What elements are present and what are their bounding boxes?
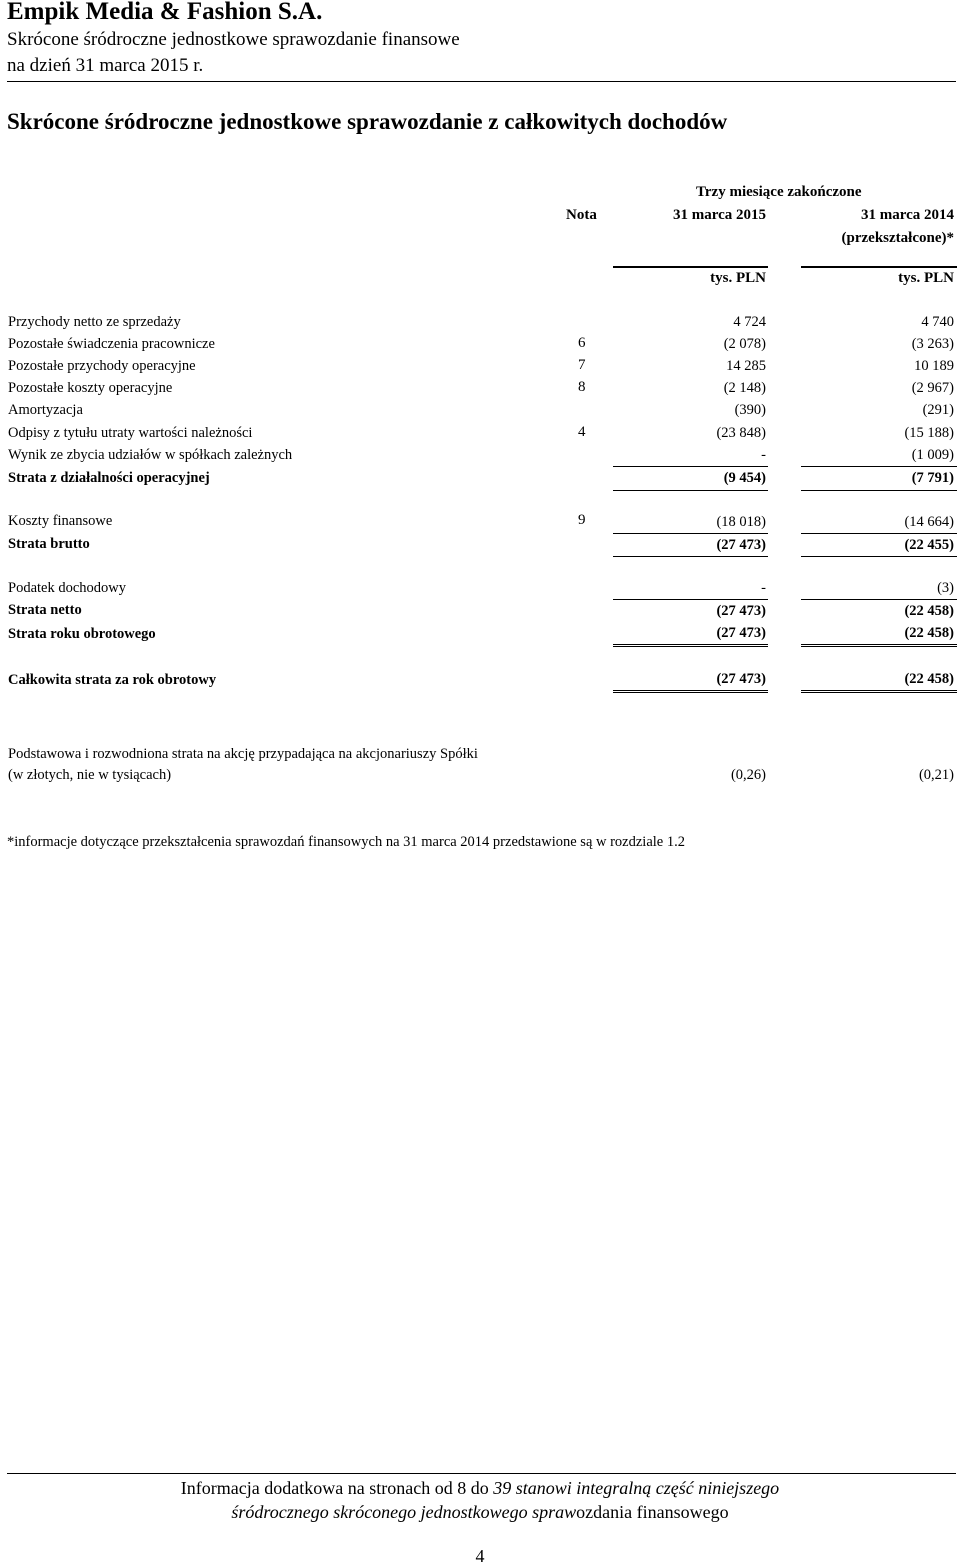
row-value-col2: (291) <box>922 402 954 418</box>
row-label-revenue: Przychody netto ze sprzedaży <box>8 314 181 330</box>
row-label-total-comprehensive-loss: Całkowita strata za rok obrotowy <box>8 672 217 688</box>
row-value-col1: - <box>761 447 766 463</box>
row-value-col1: (18 018) <box>716 514 766 530</box>
report-date: na dzień 31 marca 2015 r. <box>7 55 204 76</box>
total-rule <box>801 556 957 557</box>
row-value-col2: (15 188) <box>904 425 954 441</box>
column-1-unit: tys. PLN <box>710 270 766 286</box>
row-label-finance-costs: Koszty finansowe <box>8 513 113 529</box>
row-value-col2: (7 791) <box>911 470 954 486</box>
row-value-col1: (2 148) <box>723 380 766 396</box>
row-value-col2: (3) <box>937 580 954 596</box>
footer-line-2-plain: ozdania finansowego <box>576 1502 729 1522</box>
row-value-col2: (22 458) <box>904 625 954 641</box>
header-divider <box>7 81 956 82</box>
footer-line-1 <box>0 1478 960 1499</box>
row-value-col2: (14 664) <box>904 514 954 530</box>
row-value-col1: - <box>761 580 766 596</box>
row-value-col2: 10 189 <box>914 358 954 374</box>
row-label-employee-benefits: Pozostałe świadczenia pracownicze <box>8 336 215 352</box>
footer-divider <box>7 1473 956 1474</box>
subtotal-rule <box>613 533 768 534</box>
row-label-loss-for-year: Strata roku obrotowego <box>8 626 156 642</box>
footer-line-2 <box>0 1502 960 1523</box>
row-label-income-tax: Podatek dochodowy <box>8 580 126 596</box>
row-value-col1: (27 473) <box>716 603 766 619</box>
row-label-net-loss: Strata netto <box>8 602 82 618</box>
row-value-col1: (27 473) <box>716 671 766 687</box>
row-value-col2: 4 740 <box>921 314 954 330</box>
row-value-col1: (27 473) <box>716 625 766 641</box>
subtotal-rule <box>801 533 957 534</box>
column-2-header-rule <box>801 266 957 268</box>
report-title: Skrócone śródroczne jednostkowe sprawozdanie finansowe <box>7 29 460 50</box>
subtotal-rule <box>801 599 957 600</box>
statement-title: Skrócone śródroczne jednostkowe sprawozdanie z całkowitych dochodów <box>7 109 728 134</box>
footer-line-1-italic: 39 stanowi integralną część niniejszego <box>493 1478 780 1498</box>
double-rule <box>613 690 768 696</box>
row-value-col2: (2 967) <box>911 380 954 396</box>
row-nota: 6 <box>578 335 586 351</box>
row-label-other-operating-income: Pozostałe przychody operacyjne <box>8 358 196 374</box>
row-value-col2: (1 009) <box>911 447 954 463</box>
double-rule <box>613 644 768 650</box>
column-2-restated-note: (przekształcone)* <box>841 230 954 246</box>
row-value-col2: (22 455) <box>904 537 954 553</box>
restatement-footnote: *informacje dotyczące przekształcenia sprawozdań finansowych na 31 marca 2014 przedstawione są w rozdziale 1.2 <box>7 834 685 850</box>
row-value-col2: (3 263) <box>911 336 954 352</box>
row-value-col2: (22 458) <box>904 671 954 687</box>
row-nota: 9 <box>578 512 586 528</box>
row-label-depreciation: Amortyzacja <box>8 402 83 418</box>
row-label-other-operating-costs: Pozostałe koszty operacyjne <box>8 380 173 396</box>
row-value-col1: 4 724 <box>733 314 766 330</box>
row-label-gross-loss: Strata brutto <box>8 536 90 552</box>
column-2-unit: tys. PLN <box>898 270 954 286</box>
row-label-operating-loss: Strata z działalności operacyjnej <box>8 470 210 486</box>
row-nota: 7 <box>578 357 586 373</box>
eps-label: Podstawowa i rozwodniona strata na akcję przypadająca na akcjonariuszy Spółki <box>8 746 478 762</box>
double-rule <box>801 690 957 696</box>
nota-header: Nota <box>566 207 597 223</box>
row-value-col1: (23 848) <box>716 425 766 441</box>
row-nota: 8 <box>578 379 586 395</box>
period-header: Trzy miesiące zakończone <box>696 184 862 200</box>
row-value-col2: (22 458) <box>904 603 954 619</box>
eps-value-col1: (0,26) <box>730 767 766 783</box>
company-name: Empik Media & Fashion S.A. <box>7 0 323 25</box>
row-value-col1: (27 473) <box>716 537 766 553</box>
double-rule <box>801 644 957 650</box>
row-label-receivables-impairment: Odpisy z tytułu utraty wartości należności <box>8 425 253 441</box>
row-value-col1: 14 285 <box>726 358 766 374</box>
subtotal-rule <box>801 466 957 467</box>
subtotal-rule <box>613 599 768 600</box>
total-rule <box>613 556 768 557</box>
column-2-header: 31 marca 2014 <box>860 207 954 223</box>
page-number: 4 <box>475 1546 485 1566</box>
row-label-disposal-result: Wynik ze zbycia udziałów w spółkach zależnych <box>8 447 293 463</box>
eps-label-unit: (w złotych, nie w tysiącach) <box>8 767 172 783</box>
column-1-header: 31 marca 2015 <box>672 207 766 223</box>
row-nota: 4 <box>578 424 586 440</box>
subtotal-rule <box>613 466 768 467</box>
row-value-col1: (390) <box>734 402 766 418</box>
total-rule <box>613 490 768 491</box>
eps-value-col2: (0,21) <box>918 767 954 783</box>
row-value-col1: (9 454) <box>723 470 766 486</box>
footer-line-2-italic: śródrocznego skróconego jednostkowego spraw <box>231 1502 577 1522</box>
column-1-header-rule <box>613 266 768 268</box>
row-value-col1: (2 078) <box>723 336 766 352</box>
footer-line-1-plain: Informacja dodatkowa na stronach od 8 do <box>180 1478 494 1498</box>
total-rule <box>801 490 957 491</box>
